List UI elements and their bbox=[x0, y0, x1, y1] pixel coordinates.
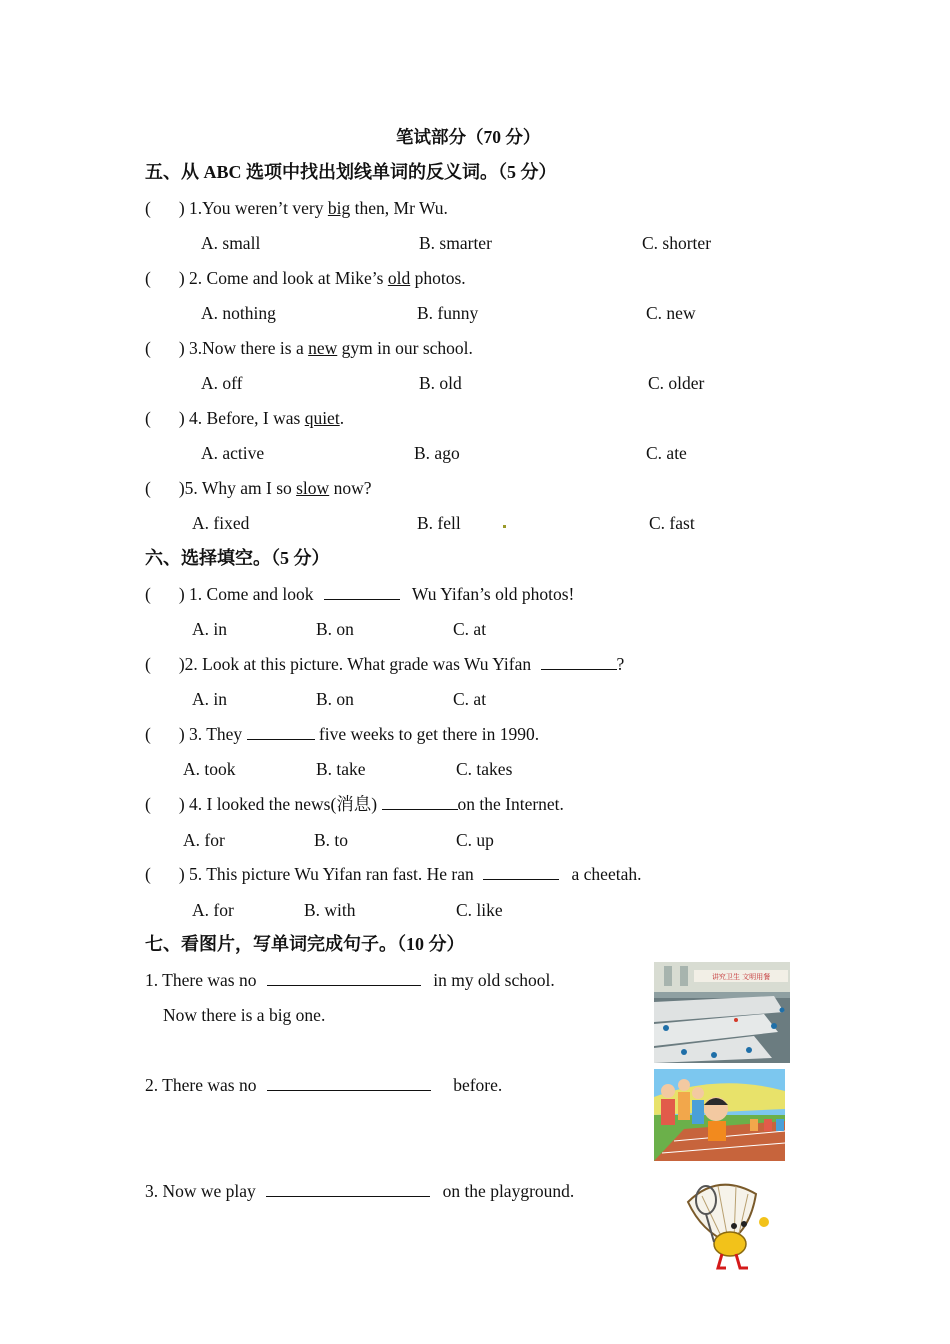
section-6-heading: 六、选择填空。（5 分） bbox=[145, 548, 330, 568]
badminton-mascot-picture bbox=[678, 1172, 778, 1272]
s6-q1: ( ) 1. Come and look Wu Yifan’s old photos! bbox=[145, 584, 575, 604]
s5-q2-option-c: C. new bbox=[646, 303, 696, 323]
answer-blank bbox=[247, 724, 315, 740]
canteen-picture bbox=[654, 962, 790, 1063]
answer-blank bbox=[324, 584, 400, 600]
answer-blank bbox=[382, 794, 458, 810]
s7-q1-line2: Now there is a big one. bbox=[163, 1005, 326, 1025]
answer-blank bbox=[267, 1075, 431, 1091]
s6-q1-option-c: C. at bbox=[453, 619, 487, 639]
s6-q5-option-a: A. for bbox=[192, 900, 234, 920]
running-race-picture bbox=[654, 1069, 785, 1161]
s7-q1: 1. There was no in my old school. bbox=[145, 970, 555, 990]
underlined-word: slow bbox=[296, 478, 330, 498]
s5-q1-option-a: A. small bbox=[201, 233, 261, 253]
s5-q3: ( ) 3.Now there is a new gym in our school. bbox=[145, 338, 473, 358]
s6-q3-option-a: A. took bbox=[183, 759, 236, 779]
s6-q2-option-a: A. in bbox=[192, 689, 227, 709]
s5-q5-option-c: C. fast bbox=[649, 513, 695, 533]
s6-q3-option-b: B. take bbox=[316, 759, 366, 779]
s7-q3: 3. Now we play on the playground. bbox=[145, 1181, 575, 1201]
underlined-word: old bbox=[387, 268, 411, 288]
answer-blank bbox=[483, 864, 559, 880]
s6-q5-option-c: C. like bbox=[456, 900, 503, 920]
s6-q5-option-b: B. with bbox=[304, 900, 356, 920]
s6-q1-option-a: A. in bbox=[192, 619, 227, 639]
s5-q1-option-c: C. shorter bbox=[642, 233, 712, 253]
section-7-heading: 七、看图片，写单词完成句子。（10 分） bbox=[145, 934, 465, 954]
s7-q2: 2. There was no before. bbox=[145, 1075, 503, 1095]
s6-q4: ( ) 4. I looked the news(消息) on the Internet. bbox=[145, 794, 564, 814]
underlined-word: new bbox=[308, 338, 338, 358]
s6-q4-option-b: B. to bbox=[314, 830, 349, 850]
s5-q2-option-b: B. funny bbox=[417, 303, 479, 323]
stray-mark bbox=[503, 525, 506, 528]
answer-blank bbox=[266, 1181, 430, 1197]
s5-q3-option-a: A. off bbox=[201, 373, 243, 393]
s5-q5-option-a: A. fixed bbox=[192, 513, 250, 533]
s6-q4-option-c: C. up bbox=[456, 830, 494, 850]
underlined-word: big bbox=[327, 198, 351, 218]
s6-q2-option-b: B. on bbox=[316, 689, 354, 709]
s5-q3-option-b: B. old bbox=[419, 373, 462, 393]
s5-q4-option-a: A. active bbox=[201, 443, 265, 463]
s5-q5-option-b: B. fell bbox=[417, 513, 461, 533]
section-5-heading: 五、从 ABC 选项中找出划线单词的反义词。（5 分） bbox=[145, 162, 557, 182]
answer-blank bbox=[267, 970, 421, 986]
s6-q3: ( ) 3. They five weeks to get there in 1990. bbox=[145, 724, 540, 744]
s5-q1-option-b: B. smarter bbox=[419, 233, 492, 253]
s6-q4-option-a: A. for bbox=[183, 830, 225, 850]
s5-q4: ( ) 4. Before, I was quiet. bbox=[145, 408, 345, 428]
s6-q1-option-b: B. on bbox=[316, 619, 354, 639]
answer-blank bbox=[541, 654, 617, 670]
s5-q2-option-a: A. nothing bbox=[201, 303, 276, 323]
s5-q5: ( )5. Why am I so slow now? bbox=[145, 478, 372, 498]
s6-q2-option-c: C. at bbox=[453, 689, 487, 709]
s6-q3-option-c: C. takes bbox=[456, 759, 513, 779]
underlined-word: quiet bbox=[304, 408, 340, 428]
s5-q4-option-b: B. ago bbox=[414, 443, 460, 463]
page-title: 笔试部分（70 分） bbox=[396, 127, 541, 147]
s6-q2: ( )2. Look at this picture. What grade was Wu Yifan ? bbox=[145, 654, 625, 674]
s5-q3-option-c: C. older bbox=[648, 373, 705, 393]
s5-q2: ( ) 2. Come and look at Mike’s old photos. bbox=[145, 268, 466, 288]
s5-q4-option-c: C. ate bbox=[646, 443, 687, 463]
canteen-sign: 讲究卫生 文明用餐 bbox=[711, 973, 771, 981]
s6-q5: ( ) 5. This picture Wu Yifan ran fast. He ran a cheetah. bbox=[145, 864, 642, 884]
s5-q1: ( ) 1.You weren’t very big then, Mr Wu. bbox=[145, 198, 448, 218]
